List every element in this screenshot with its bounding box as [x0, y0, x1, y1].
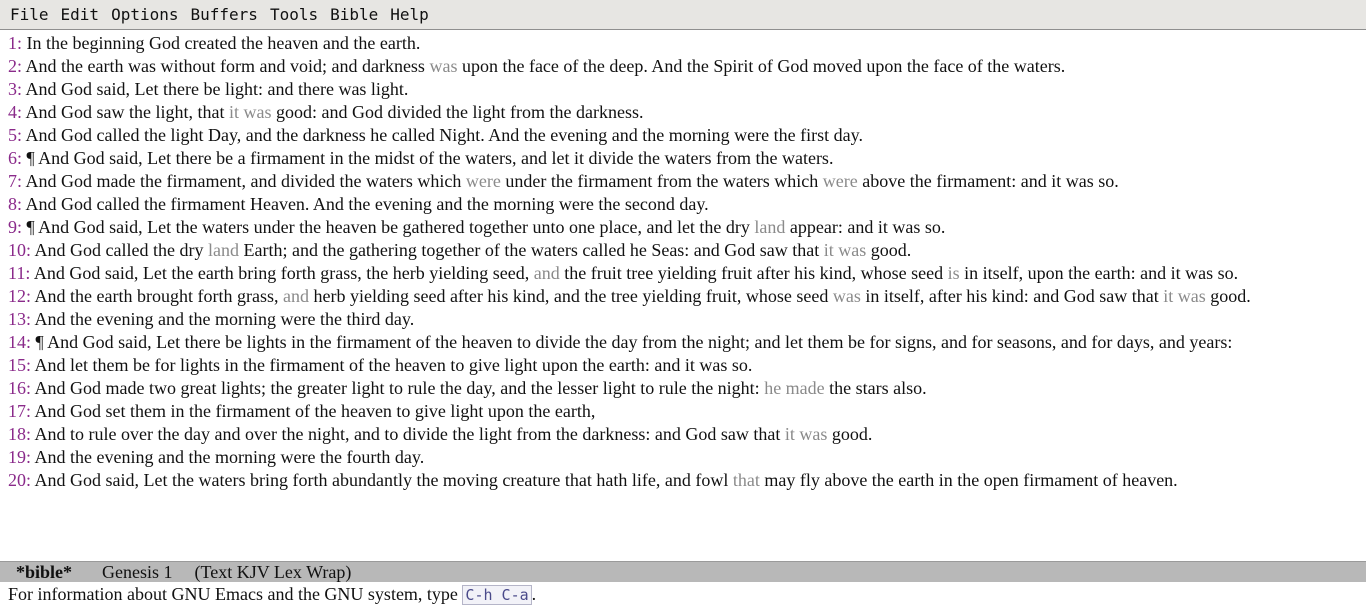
verse-text: And God called the firmament Heaven. And the evening and the morning were the second day.	[25, 194, 709, 214]
verse-line[interactable]	[8, 55, 1352, 78]
verse-text: And God called the light Day, and the darkness he called Night. And the evening and the morning were the first day.	[25, 125, 863, 145]
verse-line[interactable]	[8, 147, 1352, 170]
menu-item-file[interactable]: File	[10, 5, 49, 24]
verse-line[interactable]	[8, 400, 1352, 423]
verse-line[interactable]	[8, 285, 1352, 308]
right-fringe	[1354, 32, 1366, 560]
verse-number[interactable]: 1:	[8, 33, 23, 53]
verse-line[interactable]	[8, 216, 1352, 239]
mode-line-location: Genesis 1	[102, 561, 173, 582]
verse-number[interactable]: 8:	[8, 194, 23, 214]
mode-line[interactable]	[0, 561, 1366, 582]
verse-text: And the evening and the morning were the third day.	[34, 309, 415, 329]
mode-line-modes[interactable]: (Text KJV Lex Wrap)	[194, 561, 352, 582]
verse-line[interactable]	[8, 423, 1352, 446]
supplied-word: he made	[764, 378, 825, 398]
verse-number[interactable]: 2:	[8, 56, 23, 76]
verse-text: ¶ And God said, Let there be lights in the firmament of the heaven to divide the day from the night; and let them be for signs, and for seasons, and for days, and years:	[35, 332, 1233, 352]
supplied-word: were	[465, 171, 501, 191]
verse-text: Earth; and the gathering together of the waters called he Seas: and God saw that	[238, 240, 824, 260]
verse-line[interactable]	[8, 101, 1352, 124]
verse-number[interactable]: 3:	[8, 79, 23, 99]
bible-text-buffer[interactable]	[0, 32, 1352, 560]
verse-text: And let them be for lights in the firmament of the heaven to give light upon the earth: and it was so.	[34, 355, 753, 375]
verse-text: And God saw the light, that	[25, 102, 230, 122]
verse-number[interactable]: 16:	[8, 378, 32, 398]
verse-text: good.	[1205, 286, 1251, 306]
supplied-word: land	[207, 240, 239, 260]
keybinding-link[interactable]: C-h C-a	[462, 585, 531, 605]
menu-item-edit[interactable]: Edit	[60, 5, 100, 24]
verse-line[interactable]	[8, 78, 1352, 101]
verse-text: appear: and it was so.	[785, 217, 946, 237]
verse-text: above the firmament: and it was so.	[857, 171, 1119, 191]
verse-text: And God called the dry	[34, 240, 208, 260]
menu-bar	[0, 0, 1366, 30]
verse-number[interactable]: 15:	[8, 355, 32, 375]
verse-line[interactable]	[8, 469, 1352, 492]
echo-area	[0, 583, 1366, 606]
verse-number[interactable]: 5:	[8, 125, 23, 145]
verse-number[interactable]: 4:	[8, 102, 23, 122]
verse-text: And the earth brought forth grass,	[34, 286, 283, 306]
verse-text: And God said, Let the earth bring forth grass, the herb yielding seed,	[33, 263, 534, 283]
menu-item-tools[interactable]: Tools	[269, 5, 319, 24]
supplied-word: it was	[1163, 286, 1206, 306]
verse-text: good.	[827, 424, 873, 444]
verse-text: In the beginning God created the heaven and the earth.	[26, 33, 421, 53]
verse-number[interactable]: 19:	[8, 447, 32, 467]
verse-number[interactable]: 12:	[8, 286, 32, 306]
verse-line[interactable]	[8, 354, 1352, 377]
verse-text: under the firmament from the waters which	[500, 171, 823, 191]
menu-item-options[interactable]: Options	[111, 5, 179, 24]
verse-text: in itself, after his kind: and God saw that	[860, 286, 1164, 306]
supplied-word: that	[732, 470, 760, 490]
supplied-word: and	[533, 263, 560, 283]
verse-line[interactable]	[8, 308, 1352, 331]
supplied-word: was	[832, 286, 861, 306]
verse-text: good.	[866, 240, 912, 260]
verse-number[interactable]: 18:	[8, 424, 32, 444]
supplied-word: was	[429, 56, 458, 76]
verse-text: ¶ And God said, Let there be a firmament in the midst of the waters, and let it divide the waters from the waters.	[26, 148, 834, 168]
verse-text: good: and God divided the light from the darkness.	[271, 102, 644, 122]
verse-line[interactable]	[8, 331, 1352, 354]
echo-message: For information about GNU Emacs and the GNU system, type	[8, 584, 463, 604]
verse-text: the stars also.	[824, 378, 927, 398]
supplied-word: and	[282, 286, 309, 306]
supplied-word: it was	[823, 240, 867, 260]
verse-line[interactable]	[8, 124, 1352, 147]
supplied-word: land	[754, 217, 786, 237]
menu-item-bible[interactable]: Bible	[330, 5, 379, 24]
supplied-word: is	[947, 263, 960, 283]
verse-text: And to rule over the day and over the night, and to divide the light from the darkness: and God saw that	[34, 424, 785, 444]
supplied-word: it was	[784, 424, 828, 444]
verse-text: the fruit tree yielding fruit after his kind, whose seed	[559, 263, 948, 283]
menu-item-help[interactable]: Help	[390, 5, 429, 24]
verse-text: And God made the firmament, and divided the waters which	[25, 171, 466, 191]
echo-suffix: .	[531, 584, 537, 604]
verse-text: herb yielding seed after his kind, and the tree yielding fruit, whose seed	[308, 286, 833, 306]
verse-text: And God said, Let the waters bring forth abundantly the moving creature that hath life, and fowl	[34, 470, 733, 490]
verse-text: And the earth was without form and void; and darkness	[25, 56, 430, 76]
verse-line[interactable]	[8, 239, 1352, 262]
verse-text: may fly above the earth in the open firmament of heaven.	[759, 470, 1178, 490]
verse-text: And the evening and the morning were the fourth day.	[34, 447, 425, 467]
verse-text: ¶ And God said, Let the waters under the heaven be gathered together unto one place, and let the dry	[26, 217, 755, 237]
verse-line[interactable]	[8, 377, 1352, 400]
verse-number[interactable]: 11:	[8, 263, 31, 283]
menu-item-buffers[interactable]: Buffers	[190, 5, 258, 24]
mode-line-buffer-name[interactable]: *bible*	[16, 561, 73, 582]
verse-text: in itself, upon the earth: and it was so.	[959, 263, 1239, 283]
verse-number[interactable]: 10:	[8, 240, 32, 260]
supplied-word: were	[822, 171, 858, 191]
verse-line[interactable]	[8, 170, 1352, 193]
verse-number[interactable]: 20:	[8, 470, 32, 490]
supplied-word: it was	[229, 102, 272, 122]
verse-number[interactable]: 6:	[8, 148, 23, 168]
verse-line[interactable]	[8, 32, 1352, 55]
verse-line[interactable]	[8, 262, 1352, 285]
verse-text: And God made two great lights; the greater light to rule the day, and the lesser light to rule the night:	[34, 378, 765, 398]
verse-number[interactable]: 17:	[8, 401, 32, 421]
verse-line[interactable]	[8, 193, 1352, 216]
verse-number[interactable]: 9:	[8, 217, 23, 237]
verse-line[interactable]	[8, 446, 1352, 469]
verse-number[interactable]: 14:	[8, 332, 32, 352]
verse-text: upon the face of the deep. And the Spirit of God moved upon the face of the waters.	[457, 56, 1066, 76]
verse-text: And God set them in the firmament of the heaven to give light upon the earth,	[34, 401, 596, 421]
verse-text: And God said, Let there be light: and there was light.	[25, 79, 409, 99]
verse-number[interactable]: 13:	[8, 309, 32, 329]
verse-number[interactable]: 7:	[8, 171, 23, 191]
